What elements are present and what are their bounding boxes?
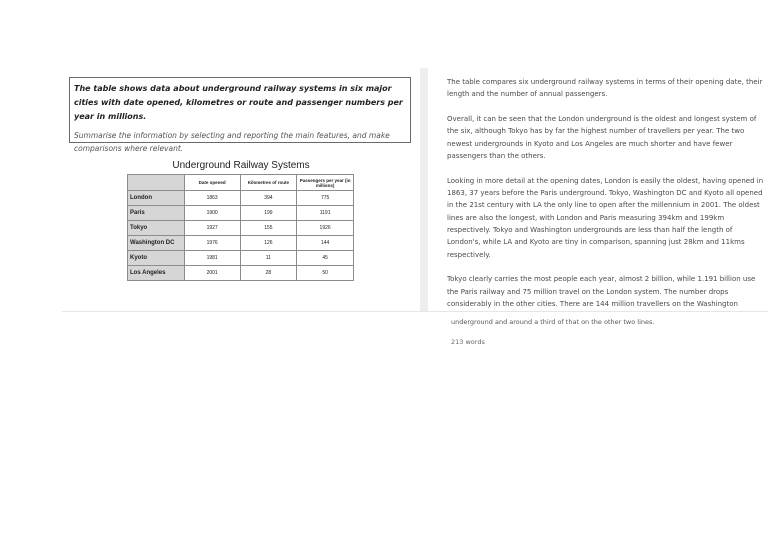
table-cell: 1191: [297, 206, 354, 221]
table-cell: 1927: [184, 221, 240, 236]
essay-continuation: underground and around a third of that on the other two lines.: [451, 318, 655, 326]
table-cell: Washington DC: [128, 236, 185, 251]
table-cell: 126: [240, 236, 297, 251]
table-row: [128, 206, 354, 221]
essay-paragraph: The table compares six underground railway systems in terms of their opening date, their length and the number of annual passengers.: [447, 78, 763, 99]
table-header-row: [128, 175, 354, 191]
task-instruction: Summarise the information by selecting and reporting the main features, and make comparisons where relevant.: [74, 131, 390, 153]
table-cell: 1926: [297, 221, 354, 236]
word-count: 213 words: [451, 338, 485, 346]
table-header-cell: [128, 175, 185, 191]
table-row: [128, 266, 354, 281]
table-cell: 394: [240, 191, 297, 206]
table-cell: 11: [240, 251, 297, 266]
table-header-cell: Kilometres of route: [240, 175, 297, 191]
task-prompt: The table shows data about underground railway systems in six major cities with date opened, kilometres or route and passenger numbers per year in millions.: [74, 84, 403, 121]
essay-paragraph: Tokyo clearly carries the most people each year, almost 2 billion, while 1.191 billion use the Paris railway and 75 million travel on the London system. The number drops considerably in the other cities. There are 144 million travellers on the Washington: [447, 275, 756, 308]
railway-table: [127, 174, 354, 281]
task-panel: [0, 0, 420, 312]
table-cell: 2001: [184, 266, 240, 281]
essay-paragraph: Looking in more detail at the opening dates, London is easily the oldest, having opened in 1863, 37 years before the Paris underground. Tokyo, Washington DC and Kyoto all opened in the 21st century with LA the only line to open after the millennium in 2001. The oldest lines are also the longest, with London and Paris measuring 394km and 199km respectively. Tokyo and Washington undergrounds are less than half the length of London's, while LA and Kyoto are tiny in comparison, spanning just 28km and 11kms respectively.: [447, 176, 764, 259]
essay-paragraph: Overall, it can be seen that the London underground is the oldest and longest system of the six, although Tokyo has by far the highest number of travellers per year. The two newest undergrounds in Kyoto and Los Angeles are much shorter and have fewer passengers than the others.: [447, 115, 757, 160]
table-row: [128, 251, 354, 266]
essay-text[interactable]: [447, 76, 765, 323]
table-cell: 199: [240, 206, 297, 221]
task-box: [69, 77, 411, 153]
table-cell: 775: [297, 191, 354, 206]
table-cell: London: [128, 191, 185, 206]
table-cell: 28: [240, 266, 297, 281]
table-header-cell: Passengers per year (in millions): [297, 175, 354, 191]
table-cell: 1976: [184, 236, 240, 251]
table-cell: Los Angeles: [128, 266, 185, 281]
table-row: [128, 236, 354, 251]
table-cell: Tokyo: [128, 221, 185, 236]
table-cell: 1900: [184, 206, 240, 221]
table-cell: Paris: [128, 206, 185, 221]
table-cell: Kyoto: [128, 251, 185, 266]
table-row: [128, 191, 354, 206]
table-title: Underground Railway Systems: [172, 160, 310, 171]
panel-divider: [420, 68, 428, 312]
section-divider: [62, 311, 768, 312]
table-row: [128, 221, 354, 236]
table-cell: 144: [297, 236, 354, 251]
table-cell: 1981: [184, 251, 240, 266]
table-header-cell: Date opened: [184, 175, 240, 191]
table-cell: 1863: [184, 191, 240, 206]
table-cell: 155: [240, 221, 297, 236]
table-cell: 50: [297, 266, 354, 281]
table-cell: 45: [297, 251, 354, 266]
